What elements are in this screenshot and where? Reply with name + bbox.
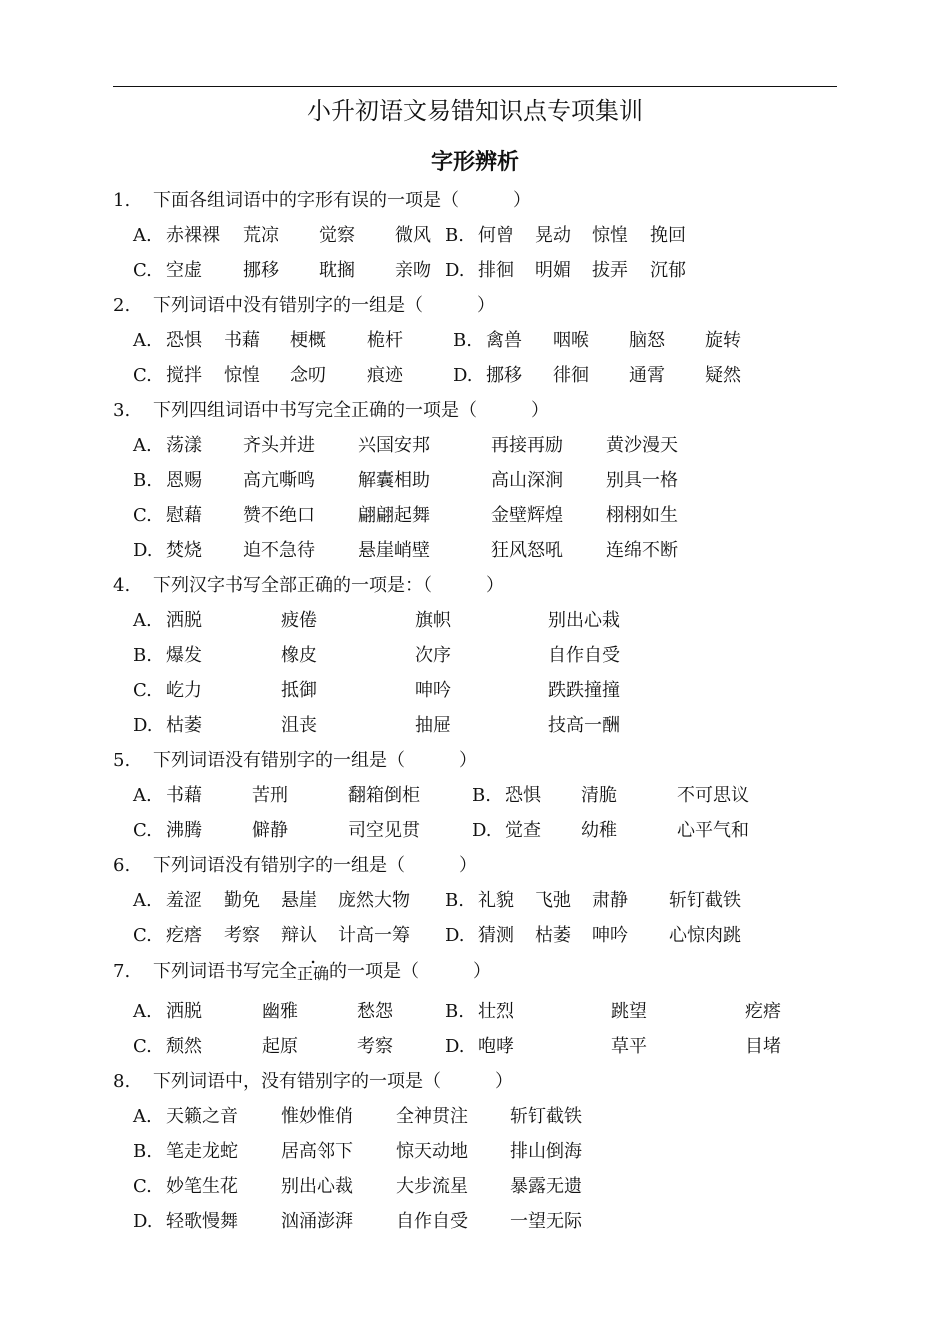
option-word: 愁怨 [357,1001,393,1022]
question-text: 下列词语没有错别字的一组是（ ） [153,750,477,771]
option-label: A. [133,610,152,631]
option-word: 悬崖 [281,890,317,911]
question-text: 下面各组词语中的字形有误的一项是（ ） [153,190,531,211]
option-label: D. [133,1211,153,1232]
option-word: 狂风怒吼 [491,540,563,561]
option-word: 抵御 [281,680,317,701]
option-label: C. [133,1036,152,1057]
option-word: 目堵 [745,1036,781,1057]
option-word: 亲吻 [395,260,431,281]
option-word: 书藉 [166,785,202,806]
option-word: 翻箱倒柜 [348,785,420,806]
option-label: B. [453,330,472,351]
option-word: 考察 [357,1036,393,1057]
option-word: 全神贯注 [396,1106,468,1127]
option-label: C. [133,820,152,841]
option-word: 计高一筹 [338,925,410,946]
option-word: 旋转 [705,330,741,351]
option-word: 恐惧 [166,330,202,351]
option-word: 枯萎 [535,925,571,946]
option-word: 荡漾 [166,435,202,456]
option-word: 桅杆 [367,330,403,351]
option-word: 咆哮 [478,1036,514,1057]
option-word: 草平 [611,1036,647,1057]
question-text: 下列词语中没有错别字的一组是（ ） [153,295,495,316]
option-word: 笔走龙蛇 [166,1141,238,1162]
option-word: 搅拌 [166,365,202,386]
option-word: 辩认 [281,925,317,946]
option-word: 庞然大物 [338,890,410,911]
option-word: 沸腾 [166,820,202,841]
option-word: 焚烧 [166,540,202,561]
option-word: 觉察 [319,225,355,246]
option-word: 何曾 [478,225,514,246]
question-text-post: 的一项是（ ） [329,961,492,982]
question-text: 下列词语没有错别字的一组是（ ） [153,855,477,876]
option-word: 翩翩起舞 [358,505,430,526]
option-label: C. [133,260,152,281]
question-number: 3. [113,400,131,421]
option-word: 考察 [224,925,260,946]
option-word: 迫不急待 [243,540,315,561]
option-word: 沉郁 [650,260,686,281]
option-word: 妙笔生花 [166,1176,238,1197]
option-label: C. [133,365,152,386]
option-word: 心平气和 [677,820,749,841]
option-word: 别出心裁 [281,1176,353,1197]
section-subtitle: 字形辨析 [430,150,519,175]
option-word: 高山深涧 [491,470,563,491]
question-3 [113,399,549,423]
option-word: 自作自受 [396,1211,468,1232]
question-5 [113,749,477,773]
option-word: 齐头并进 [243,435,315,456]
option-word: 爆发 [166,645,202,666]
option-word: 洒脱 [166,610,202,631]
option-label: C. [133,925,152,946]
option-word: 疙瘩 [166,925,202,946]
option-word: 起原 [262,1036,298,1057]
option-word: 高亢嘶鸣 [243,470,315,491]
option-word: 羞涩 [166,890,202,911]
option-label: D. [445,260,465,281]
option-word: 解囊相助 [358,470,430,491]
option-label: B. [445,890,464,911]
option-word: 惊惶 [592,225,628,246]
question-text: 下列汉字书写全部正确的一项是：（ ） [153,575,504,596]
question-2 [113,294,495,318]
option-word: 金壁辉煌 [491,505,563,526]
option-word: 惊惶 [224,365,260,386]
option-word: 勤免 [224,890,260,911]
option-word: 司空见贯 [348,820,420,841]
option-word: 猜测 [478,925,514,946]
option-word: 大步流星 [396,1176,468,1197]
option-word: 沮丧 [281,715,317,736]
option-label: D. [133,715,153,736]
option-word: 赤裸裸 [166,225,220,246]
option-word: 恩赐 [166,470,202,491]
question-text-pre: 下列词语书写完全 [153,961,297,982]
option-word: 斩钉截铁 [669,890,741,911]
option-label: B. [472,785,491,806]
option-word: 橡皮 [281,645,317,666]
option-word: 自作自受 [548,645,620,666]
option-word: 疲倦 [281,610,317,631]
option-word: 拔弄 [592,260,628,281]
option-label: D. [445,1036,465,1057]
option-word: 汹涌澎湃 [281,1211,353,1232]
question-number: 6. [113,855,131,876]
option-word: 脑怒 [629,330,665,351]
option-word: 旗帜 [415,610,451,631]
option-word: 疙瘩 [745,1001,781,1022]
option-word: 挽回 [650,225,686,246]
option-label: B. [445,1001,464,1022]
option-word: 赞不绝口 [243,505,315,526]
option-word: 洒脱 [166,1001,202,1022]
option-word: 枯萎 [166,715,202,736]
option-label: A. [133,1106,152,1127]
option-word: 黄沙漫天 [606,435,678,456]
option-word: 礼貌 [478,890,514,911]
option-word: 别出心栽 [548,610,620,631]
option-word: 念叨 [290,365,326,386]
option-word: 耽搁 [319,260,355,281]
option-word: 不可思议 [677,785,749,806]
option-word: 惊天动地 [396,1141,468,1162]
option-word: 荒凉 [243,225,279,246]
emphasized-text: 正确 [297,964,330,983]
option-label: A. [133,1001,152,1022]
option-word: 天籁之音 [166,1106,238,1127]
question-number: 2. [113,295,131,316]
option-word: 梗概 [290,330,326,351]
option-word: 轻歌慢舞 [166,1211,238,1232]
option-word: 晃动 [535,225,571,246]
option-label: C. [133,505,152,526]
option-word: 次序 [415,645,451,666]
option-word: 挪移 [486,365,522,386]
question-7 [113,960,491,984]
option-word: 排徊 [478,260,514,281]
option-word: 慰藉 [166,505,202,526]
option-word: 跌跌撞撞 [548,680,620,701]
option-word: 觉查 [505,820,541,841]
option-word: 呻吟 [415,680,451,701]
option-word: 别具一格 [606,470,678,491]
question-text: 下列词语中，没有错别字的一项是（ ） [153,1071,513,1092]
option-word: 技高一酬 [548,715,620,736]
option-label: C. [133,680,152,701]
option-label: B. [445,225,464,246]
option-word: 壮烈 [478,1001,514,1022]
option-word: 一望无际 [510,1211,582,1232]
option-label: D. [445,925,465,946]
option-word: 居高邻下 [281,1141,353,1162]
option-label: B. [133,645,152,666]
question-8 [113,1070,513,1094]
option-word: 通霄 [629,365,665,386]
option-word: 肃静 [592,890,628,911]
option-label: A. [133,890,152,911]
question-number: 8. [113,1071,131,1092]
option-word: 挪移 [243,260,279,281]
option-word: 排山倒海 [510,1141,582,1162]
option-word: 斩钉截铁 [510,1106,582,1127]
option-word: 屹力 [166,680,202,701]
option-label: B. [133,470,152,491]
option-word: 呻吟 [592,925,628,946]
option-label: A. [133,225,152,246]
option-label: D. [133,540,153,561]
option-word: 僻静 [252,820,288,841]
option-label: A. [133,785,152,806]
question-text: 下列四组词语中书写完全正确的一项是（ ） [153,400,549,421]
option-word: 栩栩如生 [606,505,678,526]
option-label: D. [472,820,492,841]
option-word: 幽雅 [262,1001,298,1022]
question-number: 1. [113,190,131,211]
option-word: 书藉 [224,330,260,351]
option-word: 抽屉 [415,715,451,736]
option-word: 惟妙惟俏 [281,1106,353,1127]
option-word: 痕迹 [367,365,403,386]
question-1 [113,189,531,213]
option-word: 跳望 [611,1001,647,1022]
option-word: 清脆 [581,785,617,806]
option-word: 颓然 [166,1036,202,1057]
option-word: 兴国安邦 [358,435,430,456]
option-word: 暴露无遗 [510,1176,582,1197]
option-word: 明媚 [535,260,571,281]
option-label: D. [453,365,473,386]
option-label: B. [133,1141,152,1162]
option-word: 微风 [395,225,431,246]
option-label: A. [133,330,152,351]
option-label: C. [133,1176,152,1197]
option-word: 徘徊 [553,365,589,386]
page-title: 小升初语文易错知识点专项集训 [307,97,643,125]
option-word: 心惊肉跳 [669,925,741,946]
option-word: 苦刑 [252,785,288,806]
option-word: 飞弛 [535,890,571,911]
option-word: 连绵不断 [606,540,678,561]
option-word: 咽喉 [553,330,589,351]
option-word: 悬崖峭壁 [358,540,430,561]
question-6 [113,854,477,878]
option-word: 禽兽 [486,330,522,351]
question-number: 7. [113,961,131,982]
option-label: A. [133,435,152,456]
option-word: 恐惧 [505,785,541,806]
option-word: 再接再励 [491,435,563,456]
header-rule [113,86,837,87]
question-4 [113,574,504,598]
option-word: 疑然 [705,365,741,386]
option-word: 空虚 [166,260,202,281]
question-number: 5. [113,750,131,771]
option-word: 幼稚 [581,820,617,841]
question-number: 4. [113,575,131,596]
